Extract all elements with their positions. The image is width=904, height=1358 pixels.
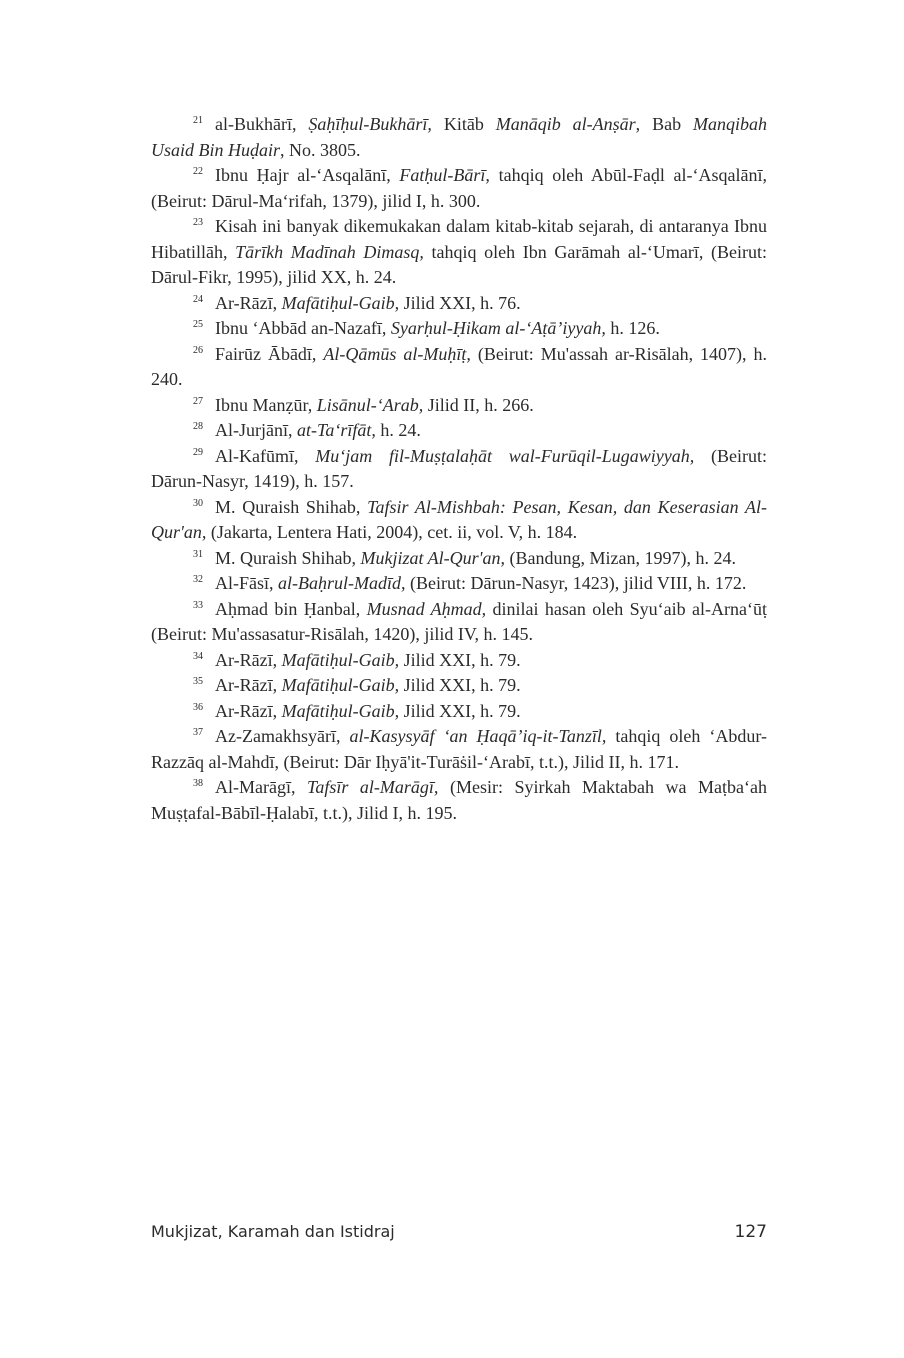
footnote-text: Kitāb bbox=[431, 114, 496, 134]
footnote-text: Al-Kafūmī, bbox=[215, 445, 316, 466]
footnote-text: Al-Marāgī, bbox=[215, 777, 308, 797]
footnote-text: Ar-Rāzī, bbox=[215, 675, 282, 695]
footnote-text: h. 24. bbox=[375, 420, 421, 440]
page-number: 127 bbox=[734, 1222, 767, 1242]
footnote-text: , Bab bbox=[635, 114, 694, 134]
footnote-number: 30 bbox=[193, 497, 203, 509]
footnote-text: h. 126. bbox=[605, 318, 660, 338]
footnote-title-italic: al-Baḥrul-Madīd, bbox=[278, 573, 406, 593]
footnote-text: (Jakarta, Lentera Hati, 2004), cet. ii, vol. V, h. 184. bbox=[206, 522, 578, 542]
footnote-title-italic: Tafsir Al-Mishbah: Pesan, Kesan, dan Keserasian Al-Qur'an, bbox=[151, 496, 768, 542]
footnote-number: 36 bbox=[193, 701, 203, 713]
footnote-title-italic: Syarḥul-Ḥikam al-‘Aṭā’iyyah, bbox=[390, 318, 606, 338]
footnote-number: 31 bbox=[193, 548, 203, 560]
footnote-text: Jilid II, h. 266. bbox=[423, 394, 534, 415]
footnote bbox=[151, 418, 767, 444]
footnote-text: Az-Zamakhsyārī, bbox=[215, 726, 350, 746]
footnote bbox=[151, 393, 767, 419]
footnote-number: 29 bbox=[193, 446, 203, 458]
footnote-text: Aḥmad bin Ḥanbal, bbox=[215, 598, 367, 619]
footnote-text: Ibnu ‘Abbād an-Nazafī, bbox=[215, 318, 391, 338]
footnote-title-italic: Fatḥul-Bārī, bbox=[399, 165, 490, 185]
footnote-number: 27 bbox=[193, 395, 203, 407]
footnote-text: Jilid XXI, h. 79. bbox=[399, 700, 521, 721]
footnote-text: Ar-Rāzī, bbox=[215, 292, 282, 313]
footnote-number: 38 bbox=[193, 778, 203, 789]
footnote-text: Al-Jurjānī, bbox=[215, 420, 297, 440]
footnote-text: (Bandung, Mizan, 1997), h. 24. bbox=[505, 547, 736, 568]
footnote-text: tahqiq oleh Ibn Garāmah al-‘Umarī, (Beirut: Dārul-Fikr, 1995), jilid XX, h. 24. bbox=[151, 241, 768, 287]
footnote-text: M. Quraish Shihab, bbox=[215, 496, 368, 517]
footnote bbox=[151, 495, 767, 546]
footnote bbox=[151, 724, 767, 775]
footnote-title-italic: Mafātiḥul-Gaib, bbox=[281, 675, 400, 695]
footnote-title-italic: Mukjizat Al-Qur'an, bbox=[360, 547, 506, 568]
footnote-title-italic: al-Kasysyāf ‘an Ḥaqā’iq-it-Tanzīl, bbox=[349, 726, 607, 746]
footnote-number: 35 bbox=[193, 676, 203, 687]
footnote-text: M. Quraish Shihab, bbox=[215, 547, 361, 568]
footnote-text: Jilid XXI, h. 79. bbox=[399, 675, 521, 695]
footnote-text: Fairūz Ābādī, bbox=[215, 343, 324, 364]
footnote bbox=[151, 775, 767, 826]
footnote-text: dinilai hasan oleh Syu‘aib al-Arna‘ūṭ (Beirut: Mu'assasatur-Risālah, 1420), jilid IV, h. 145. bbox=[151, 598, 767, 644]
footnote-number: 23 bbox=[193, 217, 203, 228]
footnote-text: Ibnu Ḥajr al-‘Asqalānī, bbox=[215, 165, 400, 185]
footnote-text: al-Bukhārī, bbox=[215, 114, 309, 134]
footnote-number: 26 bbox=[193, 344, 203, 356]
footnote bbox=[151, 571, 767, 597]
footnote bbox=[151, 648, 767, 674]
footnote-text: Jilid XXI, h. 76. bbox=[399, 292, 521, 313]
footnote-number: 25 bbox=[193, 319, 203, 330]
footnote-title-italic: at-Ta‘rīfāt, bbox=[296, 420, 376, 440]
footnote bbox=[151, 163, 767, 214]
footnote-text: (Beirut: Dārun-Nasyr, 1419), h. 157. bbox=[151, 445, 767, 491]
page-footer bbox=[151, 1222, 767, 1246]
footnote-number: 28 bbox=[193, 421, 203, 432]
footnote-title-italic: Ṣaḥīḥul-Bukhārī, bbox=[308, 114, 432, 134]
footnote-text: Jilid XXI, h. 79. bbox=[399, 649, 521, 670]
footnote-text: (Mesir: Syirkah Maktabah wa Maṭba‘ah Muṣṭafal-Bābīl-Ḥalabī, t.t.), Jilid I, h. 195. bbox=[151, 777, 767, 823]
footnote-number: 24 bbox=[193, 293, 203, 305]
footnote-title-italic: Manqibah Usaid Bin Huḍair bbox=[151, 114, 768, 160]
footnote-text: Ar-Rāzī, bbox=[215, 649, 282, 670]
footnote-number: 37 bbox=[193, 727, 203, 738]
footnote bbox=[151, 444, 767, 495]
footnote-title-italic: Tārīkh Madīnah Dimasq, bbox=[235, 241, 424, 262]
footnote-number: 34 bbox=[193, 650, 203, 662]
footnote-number: 32 bbox=[193, 574, 203, 585]
footnotes-list bbox=[151, 112, 767, 826]
footnote-text: tahqiq oleh ‘Abdur-Razzāq al-Mahdī, (Beirut: Dār Iḥyā'it-Turāṡil-‘Arabī, t.t.), Jilid II, h. 171. bbox=[151, 726, 767, 772]
footnote-title-italic: Musnad Aḥmad, bbox=[366, 598, 487, 619]
footnote-text: Kisah ini banyak dikemukakan dalam kitab-kitab sejarah, di antaranya Ibnu Hibatillāh, bbox=[151, 216, 767, 262]
footnote-text: Al-Fāsī, bbox=[215, 573, 278, 593]
footnote bbox=[151, 214, 767, 291]
footnote bbox=[151, 342, 767, 393]
footnote bbox=[151, 291, 767, 317]
footnote bbox=[151, 112, 767, 163]
running-footer-title: Mukjizat, Karamah dan Istidraj bbox=[151, 1222, 395, 1241]
footnote-text: (Beirut: Mu'assah ar-Risālah, 1407), h. 240. bbox=[151, 343, 767, 389]
footnote-number: 33 bbox=[193, 599, 203, 611]
footnote-title-italic: Lisānul-‘Arab, bbox=[316, 394, 424, 415]
footnote-title-italic: Manāqib al-Anṣār bbox=[495, 114, 636, 134]
footnote-title-italic: Mafātiḥul-Gaib, bbox=[281, 292, 400, 313]
footnote-text: Ar-Rāzī, bbox=[215, 700, 282, 721]
footnote bbox=[151, 597, 767, 648]
footnote-text: tahqiq oleh Abūl-Faḍl al-‘Asqalānī, (Beirut: Dārul-Ma‘rifah, 1379), jilid I, h. 300. bbox=[151, 165, 767, 211]
footnote-title-italic: Mafātiḥul-Gaib, bbox=[281, 649, 400, 670]
footnote bbox=[151, 673, 767, 699]
footnote bbox=[151, 546, 767, 572]
footnote-text: Ibnu Manẓūr, bbox=[215, 394, 317, 415]
footnote-title-italic: Mafātiḥul-Gaib, bbox=[281, 700, 400, 721]
footnote-title-italic: Al-Qāmūs al-Muḥīṭ, bbox=[323, 343, 471, 364]
footnote bbox=[151, 316, 767, 342]
footnote-text: (Beirut: Dārun-Nasyr, 1423), jilid VIII, h. 172. bbox=[405, 573, 747, 593]
footnote-text: , No. 3805. bbox=[280, 139, 361, 160]
footnote-number: 21 bbox=[193, 115, 203, 126]
footnote-title-italic: Mu‘jam fil-Muṣṭalaḥāt wal-Furūqil-Lugawiyyah, bbox=[315, 445, 695, 466]
footnote bbox=[151, 699, 767, 725]
footnote-title-italic: Tafsīr al-Marāgī, bbox=[307, 777, 439, 797]
footnote-number: 22 bbox=[193, 166, 203, 177]
